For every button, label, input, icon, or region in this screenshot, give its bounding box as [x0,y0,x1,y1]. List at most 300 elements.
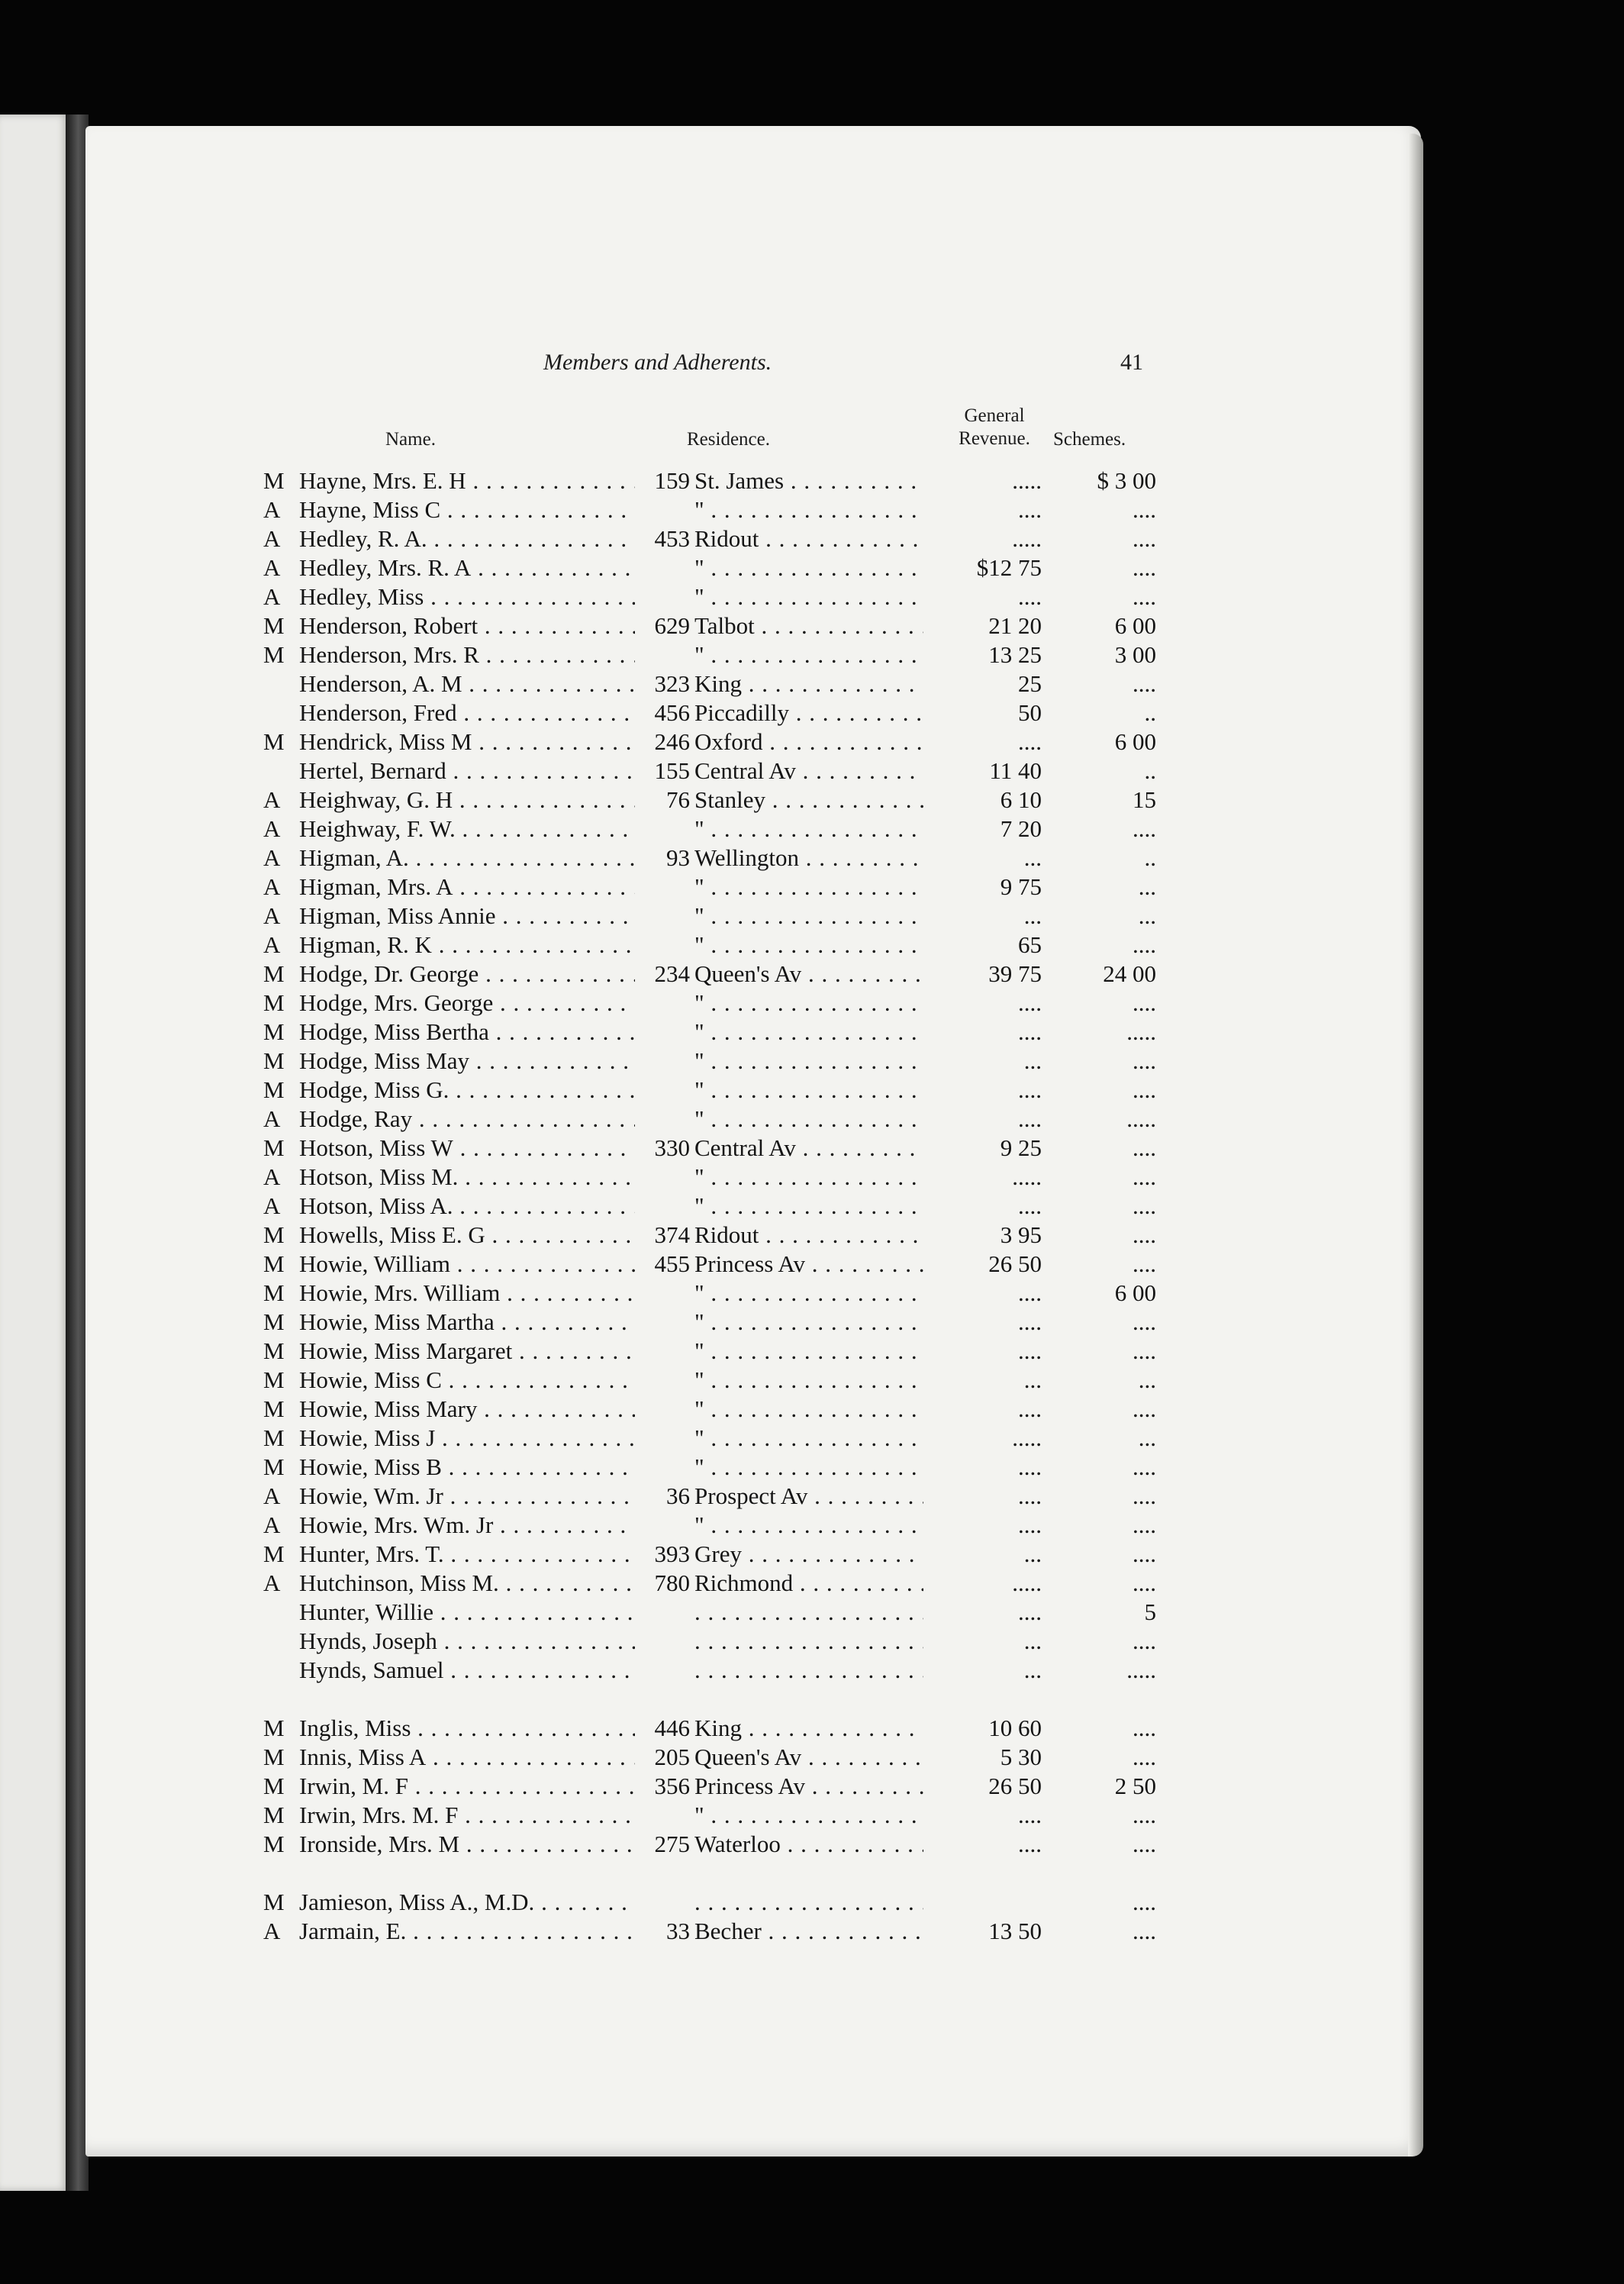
residence-street: Grey . . . [694,1540,923,1569]
member-name: Hendrick, Miss M . . . [299,727,635,756]
member-name: Howie, Miss Mary . . . [299,1395,635,1424]
member-name: Hodge, Miss Bertha . . . [299,1018,635,1047]
schemes-amount: .... [1133,1308,1156,1335]
column-header-residence: Residence. [687,429,770,450]
list-item [0,1569,1624,1598]
general-revenue-amount: .... [1018,1105,1042,1132]
general-revenue-amount: 5 30 [1000,1744,1042,1770]
membership-class: A [263,1192,281,1219]
member-name: Howells, Miss E. G . . . [299,1221,635,1250]
membership-class: A [263,931,281,958]
general-revenue-amount: 6 10 [1000,786,1042,813]
general-revenue-amount: 13 50 [988,1918,1042,1944]
residence-street [694,1888,923,1917]
membership-class: M [263,728,285,755]
schemes-amount: .... [1133,1192,1156,1219]
member-name: Jamieson, Miss A., M.D. . . . [299,1888,635,1917]
schemes-amount: ... [1138,902,1156,929]
residence-street: " . . . [694,989,923,1018]
general-revenue-amount: .... [1018,1453,1042,1480]
residence-street: " . . . [694,1047,923,1076]
membership-class: A [263,1163,281,1190]
general-revenue-amount: .... [1018,728,1042,755]
general-revenue-amount: ... [1023,902,1042,929]
membership-class: A [263,1569,281,1596]
list-item [0,1395,1624,1424]
list-item [0,524,1624,553]
residence-street: " . . . [694,1424,923,1453]
residence-street: " . . . [694,1453,923,1482]
membership-class: M [263,467,285,494]
residence-street: " . . . [694,1511,923,1540]
list-item [0,1163,1624,1192]
member-name: Henderson, Mrs. R . . . [299,640,635,669]
membership-class: A [263,496,281,523]
schemes-amount: .... [1133,554,1156,581]
residence-street: Prospect Av . . . [694,1482,923,1511]
residence-street: Stanley . . . [694,786,923,815]
general-revenue-amount: 13 25 [988,641,1042,668]
list-item [0,1221,1624,1250]
member-name: Hunter, Willie . . . [299,1598,635,1627]
membership-class: M [263,1424,285,1451]
member-name: Howie, Miss Margaret . . . [299,1337,635,1366]
list-item [0,640,1624,669]
general-revenue-amount: .... [1018,1511,1042,1538]
schemes-amount: .... [1133,1889,1156,1915]
schemes-amount: .... [1133,1511,1156,1538]
residence-street [694,1627,923,1656]
list-item [0,1250,1624,1279]
schemes-amount: 5 [1144,1598,1156,1625]
list-item [0,1134,1624,1163]
general-revenue-amount: ... [1023,1047,1042,1074]
list-item [0,1453,1624,1482]
schemes-amount: .... [1133,1076,1156,1103]
general-revenue-amount: 21 20 [988,612,1042,639]
general-revenue-amount: ... [1023,1657,1042,1683]
membership-class: A [263,1482,281,1509]
residence-street: " . . . [694,1105,923,1134]
general-revenue-amount: 39 75 [988,960,1042,987]
general-revenue-amount: .... [1018,583,1042,610]
residence-street: " . . . [694,1163,923,1192]
general-revenue-amount: .... [1018,1598,1042,1625]
street-number: 374 [654,1221,690,1248]
membership-class: M [263,1076,285,1103]
member-name: Irwin, M. F . . . [299,1772,635,1801]
general-revenue-amount: .... [1018,1076,1042,1103]
residence-street: Queen's Av . . . [694,960,923,989]
general-revenue-amount: 9 25 [1000,1134,1042,1161]
schemes-amount: .. [1144,757,1156,784]
member-name: Hodge, Mrs. George . . . [299,989,635,1018]
general-revenue-amount: .... [1018,1279,1042,1306]
list-item [0,756,1624,786]
member-name: Henderson, Fred . . . [299,698,635,727]
general-revenue-amount: .... [1018,1802,1042,1828]
membership-class: A [263,902,281,929]
list-item [0,1888,1624,1917]
schemes-amount: 24 00 [1103,960,1156,987]
member-name: Heighway, G. H . . . [299,786,635,815]
residence-street: " . . . [694,931,923,960]
member-name: Howie, Miss C . . . [299,1366,635,1395]
schemes-amount: .... [1133,1628,1156,1654]
street-number: 159 [654,467,690,494]
general-revenue-amount: 9 75 [1000,873,1042,900]
schemes-amount: .... [1133,1715,1156,1741]
member-name: Hertel, Bernard . . . [299,756,635,786]
membership-class: M [263,612,285,639]
schemes-amount: ..... [1126,1105,1156,1132]
general-revenue-amount: 26 50 [988,1250,1042,1277]
schemes-amount: 3 00 [1114,641,1156,668]
member-name: Innis, Miss A . . . [299,1743,635,1772]
membership-class: M [263,989,285,1016]
general-revenue-amount: .... [1018,1018,1042,1045]
residence-street: " . . . [694,495,923,524]
street-number: 275 [654,1831,690,1857]
street-number: 780 [654,1569,690,1596]
street-number: 629 [654,612,690,639]
column-header-schemes: Schemes. [1053,429,1126,450]
member-name: Hotson, Miss A. . . . [299,1192,635,1221]
general-revenue-amount: .... [1018,989,1042,1016]
general-revenue-amount: 25 [1018,670,1042,697]
general-revenue-amount: ..... [1012,1424,1042,1451]
residence-street [694,1598,923,1627]
membership-class: M [263,1802,285,1828]
list-item [0,960,1624,989]
general-revenue-amount: 50 [1018,699,1042,726]
schemes-amount: .... [1133,670,1156,697]
member-name: Howie, Miss J . . . [299,1424,635,1453]
general-revenue-amount: 7 20 [1000,815,1042,842]
street-number: 330 [654,1134,690,1161]
list-item [0,1540,1624,1569]
membership-class: M [263,1395,285,1422]
list-item [0,1424,1624,1453]
membership-class: M [263,1744,285,1770]
member-name: Howie, Mrs. William . . . [299,1279,635,1308]
list-item [0,1801,1624,1830]
street-number: 234 [654,960,690,987]
membership-class: A [263,786,281,813]
member-name: Higman, Miss Annie . . . [299,902,635,931]
member-name: Higman, Mrs. A . . . [299,873,635,902]
member-name: Irwin, Mrs. M. F . . . [299,1801,635,1830]
list-item [0,1656,1624,1685]
schemes-amount: .... [1133,1395,1156,1422]
list-item [0,1076,1624,1105]
membership-class: A [263,1918,281,1944]
general-revenue-amount: ..... [1012,1163,1042,1190]
list-item [0,1047,1624,1076]
general-revenue-amount: 10 60 [988,1715,1042,1741]
membership-class: M [263,1773,285,1799]
schemes-amount: 2 50 [1114,1773,1156,1799]
general-revenue-amount: .... [1018,1308,1042,1335]
residence-street: Waterloo . . . [694,1830,923,1859]
list-item [0,727,1624,756]
residence-street: Talbot . . . [694,611,923,640]
membership-class: M [263,1308,285,1335]
general-revenue-amount: ... [1023,844,1042,871]
residence-street: " . . . [694,1076,923,1105]
member-name: Hodge, Dr. George . . . [299,960,635,989]
residence-street: " . . . [694,902,923,931]
schemes-amount: .... [1133,1221,1156,1248]
schemes-amount: .... [1133,1047,1156,1074]
list-item [0,1279,1624,1308]
list-item [0,1366,1624,1395]
residence-street: Princess Av . . . [694,1250,923,1279]
residence-street: " . . . [694,815,923,844]
member-name: Inglis, Miss . . . [299,1714,635,1743]
schemes-amount: .... [1133,583,1156,610]
page-number: 41 [1120,350,1143,375]
general-revenue-amount: .... [1018,1395,1042,1422]
member-name: Hodge, Ray . . . [299,1105,635,1134]
street-number: 155 [654,757,690,784]
membership-class: M [263,1018,285,1045]
residence-street: " . . . [694,1337,923,1366]
residence-street: " . . . [694,1395,923,1424]
list-item [0,931,1624,960]
list-item [0,902,1624,931]
residence-street: " . . . [694,640,923,669]
schemes-amount: .... [1133,989,1156,1016]
schemes-amount: 6 00 [1114,612,1156,639]
list-item [0,1772,1624,1801]
membership-class: A [263,1511,281,1538]
member-name: Hunter, Mrs. T. . . . [299,1540,635,1569]
residence-street: " . . . [694,873,923,902]
list-item [0,553,1624,582]
list-item [0,844,1624,873]
section-gap [0,1859,1624,1888]
schemes-amount: .. [1144,699,1156,726]
schemes-amount: .... [1133,1134,1156,1161]
member-name: Hodge, Miss G. . . . [299,1076,635,1105]
residence-street: Central Av . . . [694,1134,923,1163]
residence-street: Ridout . . . [694,524,923,553]
general-revenue-amount: ... [1023,1540,1042,1567]
membership-class: A [263,873,281,900]
residence-street: Princess Av . . . [694,1772,923,1801]
list-item [0,1308,1624,1337]
list-item [0,1830,1624,1859]
residence-street: St. James . . . [694,466,923,495]
schemes-amount: .. [1144,844,1156,871]
member-name: Hodge, Miss May . . . [299,1047,635,1076]
general-revenue-amount: 26 50 [988,1773,1042,1799]
member-name: Hotson, Miss M. . . . [299,1163,635,1192]
general-revenue-amount: .... [1018,1337,1042,1364]
membership-class: M [263,1540,285,1567]
membership-class: M [263,1831,285,1857]
member-name: Hynds, Samuel . . . [299,1656,635,1685]
schemes-amount: 6 00 [1114,1279,1156,1306]
membership-class: M [263,1337,285,1364]
member-name: Higman, A. . . . [299,844,635,873]
list-item [0,1482,1624,1511]
general-revenue-amount: ..... [1012,1569,1042,1596]
column-header-revenue-line1: General [964,405,1025,426]
member-list [0,466,1624,1946]
street-number: 33 [666,1918,690,1944]
list-item [0,466,1624,495]
residence-street: Ridout . . . [694,1221,923,1250]
member-name: Hayne, Mrs. E. H . . . [299,466,635,495]
list-item [0,989,1624,1018]
general-revenue-amount: 11 40 [989,757,1042,784]
list-item [0,611,1624,640]
member-name: Howie, William . . . [299,1250,635,1279]
residence-street: Richmond . . . [694,1569,923,1598]
membership-class: M [263,1250,285,1277]
member-name: Hedley, R. A. . . . [299,524,635,553]
membership-class: M [263,1715,285,1741]
list-item [0,1917,1624,1946]
list-item [0,815,1624,844]
residence-street: " . . . [694,1801,923,1830]
member-name: Jarmain, E. . . . [299,1917,635,1946]
schemes-amount: .... [1133,815,1156,842]
member-name: Hutchinson, Miss M. . . . [299,1569,635,1598]
list-item [0,1018,1624,1047]
list-item [0,669,1624,698]
street-number: 446 [654,1715,690,1741]
schemes-amount: .... [1133,1744,1156,1770]
schemes-amount: ..... [1126,1657,1156,1683]
street-number: 456 [654,699,690,726]
list-item [0,1598,1624,1627]
membership-class: M [263,641,285,668]
list-item [0,1511,1624,1540]
schemes-amount: ..... [1126,1018,1156,1045]
residence-street: " . . . [694,1308,923,1337]
general-revenue-amount: ... [1023,1628,1042,1654]
section-gap [0,1685,1624,1714]
member-name: Hynds, Joseph . . . [299,1627,635,1656]
member-name: Hayne, Miss C . . . [299,495,635,524]
member-name: Hotson, Miss W . . . [299,1134,635,1163]
member-name: Henderson, Robert . . . [299,611,635,640]
general-revenue-amount: 65 [1018,931,1042,958]
general-revenue-amount: .... [1018,1831,1042,1857]
street-number: 455 [654,1250,690,1277]
membership-class: M [263,1221,285,1248]
general-revenue-amount: $12 75 [976,554,1042,581]
list-item [0,1192,1624,1221]
street-number: 76 [666,786,690,813]
membership-class: A [263,844,281,871]
membership-class: M [263,1047,285,1074]
member-name: Hedley, Mrs. R. A . . . [299,553,635,582]
membership-class: A [263,1105,281,1132]
schemes-amount: .... [1133,1918,1156,1944]
residence-street: Central Av . . . [694,756,923,786]
list-item [0,786,1624,815]
membership-class: A [263,815,281,842]
residence-street: King . . . [694,1714,923,1743]
list-item [0,495,1624,524]
general-revenue-amount: .... [1018,496,1042,523]
running-header: Members and Adherents. [543,350,772,375]
schemes-amount: 15 [1133,786,1156,813]
schemes-amount: $ 3 00 [1097,467,1156,494]
column-header-general-revenue [945,405,1044,450]
schemes-amount: .... [1133,1337,1156,1364]
general-revenue-amount: .... [1018,1482,1042,1509]
list-item [0,1627,1624,1656]
general-revenue-amount: 3 95 [1000,1221,1042,1248]
street-number: 93 [666,844,690,871]
list-item [0,1714,1624,1743]
member-name: Howie, Wm. Jr . . . [299,1482,635,1511]
schemes-amount: .... [1133,496,1156,523]
membership-class: A [263,554,281,581]
residence-street: " . . . [694,582,923,611]
list-item [0,1743,1624,1772]
schemes-amount: .... [1133,1540,1156,1567]
residence-street: King . . . [694,669,923,698]
residence-street: " . . . [694,553,923,582]
residence-street: Oxford . . . [694,727,923,756]
street-number: 453 [654,525,690,552]
schemes-amount: .... [1133,1250,1156,1277]
membership-class: A [263,525,281,552]
residence-street: Becher . . . [694,1917,923,1946]
residence-street: Piccadilly . . . [694,698,923,727]
schemes-amount: ... [1138,1424,1156,1451]
column-header-revenue-line2: Revenue. [959,428,1030,449]
general-revenue-amount: ..... [1012,525,1042,552]
member-name: Henderson, A. M . . . [299,669,635,698]
list-item [0,582,1624,611]
schemes-amount: .... [1133,931,1156,958]
schemes-amount: .... [1133,1453,1156,1480]
membership-class: M [263,1279,285,1306]
member-name: Howie, Mrs. Wm. Jr . . . [299,1511,635,1540]
schemes-amount: ... [1138,1366,1156,1393]
residence-street: Queen's Av . . . [694,1743,923,1772]
general-revenue-amount: ... [1023,1366,1042,1393]
street-number: 393 [654,1540,690,1567]
member-name: Higman, R. K . . . [299,931,635,960]
residence-street: Wellington . . . [694,844,923,873]
residence-street: " . . . [694,1279,923,1308]
member-name: Howie, Miss Martha . . . [299,1308,635,1337]
column-header-name: Name. [385,429,436,450]
schemes-amount: .... [1133,1831,1156,1857]
residence-street: " . . . [694,1366,923,1395]
member-name: Howie, Miss B . . . [299,1453,635,1482]
schemes-amount: .... [1133,1569,1156,1596]
street-number: 36 [666,1482,690,1509]
street-number: 356 [654,1773,690,1799]
list-item [0,873,1624,902]
list-item [0,1105,1624,1134]
list-item [0,1337,1624,1366]
schemes-amount: ... [1138,873,1156,900]
schemes-amount: .... [1133,1482,1156,1509]
member-name: Hedley, Miss . . . [299,582,635,611]
schemes-amount: .... [1133,1163,1156,1190]
general-revenue-amount: ..... [1012,467,1042,494]
